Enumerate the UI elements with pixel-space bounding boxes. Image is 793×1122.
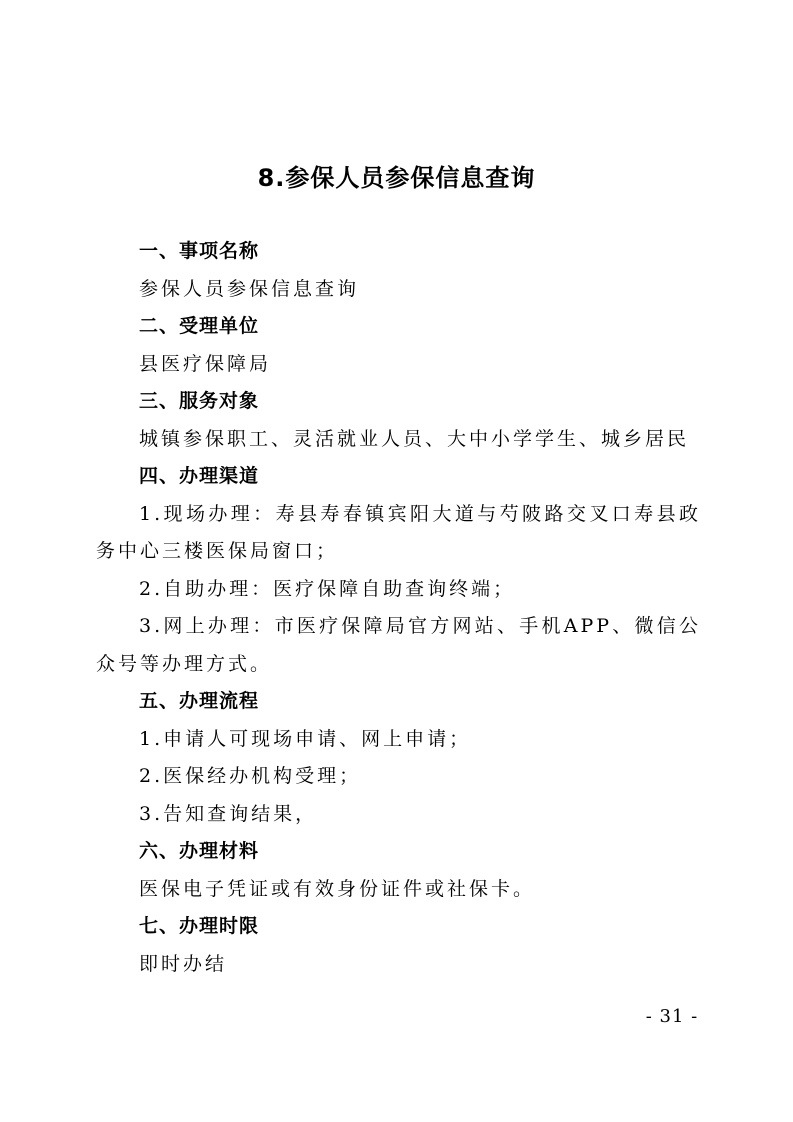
section-service-targets [96,383,701,458]
section-heading: 三、服务对象 [139,390,260,412]
section-paragraph: 医保电子凭证或有效身份证件或社保卡。 [139,877,536,900]
section-heading: 六、办理材料 [139,840,260,862]
section-paragraph: 1.现场办理：寿县寿春镇宾阳大道与芍陂路交叉口寿县政务中心三楼医保局窗口； [96,502,701,562]
document-body [96,233,701,983]
section-paragraph: 城镇参保职工、灵活就业人员、大中小学学生、城乡居民 [139,427,690,450]
section-paragraph: 即时办结 [139,952,228,975]
section-process [96,683,701,833]
section-accepting-unit [96,308,701,383]
page-title: 8.参保人员参保信息查询 [257,164,536,192]
section-heading: 五、办理流程 [139,690,260,712]
section-paragraph: 3.告知查询结果， [139,802,318,825]
section-heading: 四、办理渠道 [139,465,260,487]
section-paragraph: 2.自助办理：医疗保障自助查询终端； [139,577,516,600]
section-paragraph: 3.网上办理：市医疗保障局官方网站、手机APP、微信公众号等办理方式。 [96,615,701,675]
section-heading: 二、受理单位 [139,315,260,337]
section-materials [96,833,701,908]
section-time-limit [96,908,701,983]
section-heading: 一、事项名称 [139,240,260,262]
page-number: - 31 - [645,1006,699,1027]
section-paragraph: 参保人员参保信息查询 [139,277,360,300]
section-paragraph: 2.医保经办机构受理； [139,765,362,787]
section-paragraph: 1.申请人可现场申请、网上申请； [139,727,472,750]
section-item-name [96,233,701,308]
section-channels [96,458,701,683]
section-heading: 七、办理时限 [139,915,260,937]
section-paragraph: 县医疗保障局 [139,352,272,375]
